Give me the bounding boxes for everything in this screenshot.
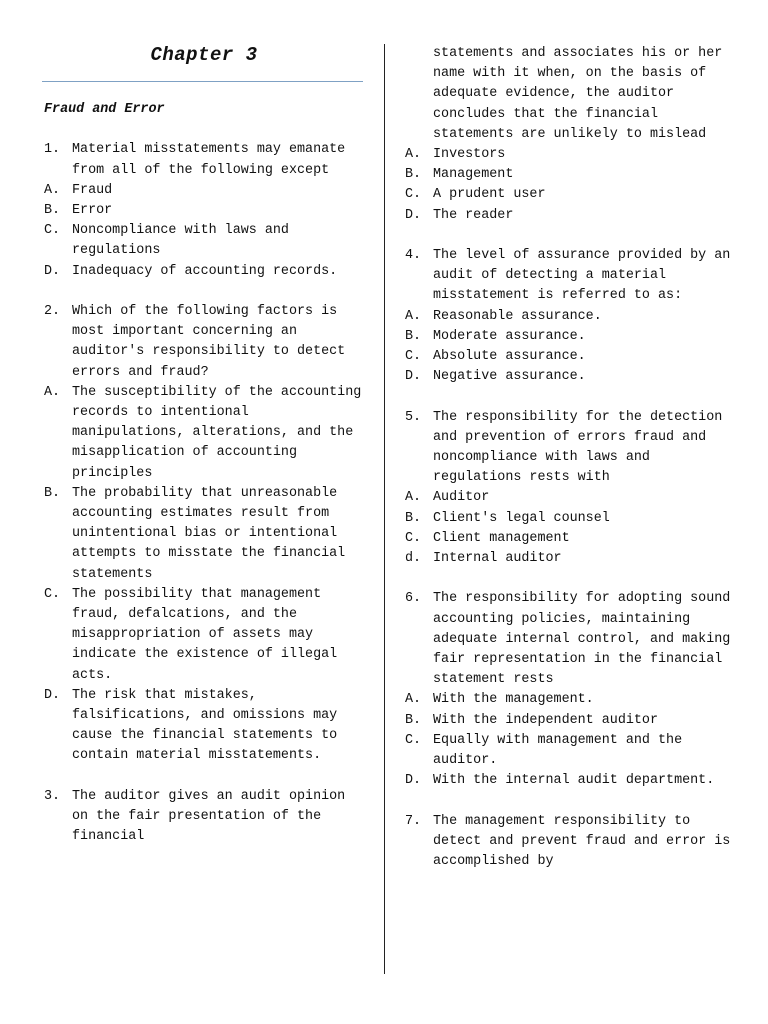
option-text: Client management (433, 530, 570, 546)
option-text: Client's legal counsel (433, 510, 610, 526)
option-text: With the internal audit department. (433, 773, 715, 789)
question-7 (405, 812, 735, 873)
answer-option (405, 185, 735, 205)
option-text: The susceptibility of the accounting records to intentional manipulations, alterations, and the misapplication of accounting principles (72, 384, 362, 481)
answer-option (405, 307, 735, 327)
answer-option (44, 484, 366, 585)
option-letter: A. (405, 692, 422, 708)
option-letter: C. (405, 349, 422, 365)
option-text: A prudent user (433, 187, 546, 203)
question-2 (44, 302, 366, 767)
option-letter: B. (405, 712, 422, 728)
question-text: The responsibility for the detection and prevention of errors fraud and noncompliance with laws and regulations rests with (433, 409, 723, 486)
option-text: The risk that mistakes, falsifications, and omissions may cause the financial statements to contain material misstatements. (72, 687, 338, 764)
question-text: The auditor gives an audit opinion on the fair presentation of the financial (72, 788, 346, 845)
question-6 (405, 589, 735, 791)
option-text: Moderate assurance. (433, 328, 586, 344)
option-text: Fraud (72, 182, 113, 198)
option-text: Error (72, 203, 113, 218)
option-text: Negative assurance. (433, 369, 586, 385)
option-letter: B. (44, 485, 61, 501)
answer-option (405, 145, 735, 165)
option-letter: D. (405, 369, 422, 385)
question-number: 7. (405, 813, 422, 829)
answer-option (405, 711, 735, 731)
option-letter: A. (44, 384, 61, 400)
option-letter: B. (405, 510, 422, 526)
question-number: 6. (405, 591, 422, 607)
column-divider (384, 44, 385, 974)
option-letter: B. (44, 203, 61, 218)
question-text: The management responsibility to detect and prevent fraud and error is accomplished by (433, 813, 731, 870)
option-letter: C. (44, 586, 61, 602)
left-column (44, 100, 366, 847)
question-5 (405, 408, 735, 570)
question-stem (405, 408, 735, 489)
option-letter: D. (405, 207, 422, 223)
answer-option (405, 690, 735, 710)
option-letter: B. (405, 167, 422, 183)
question-stem (405, 812, 735, 873)
option-letter: A. (405, 147, 422, 163)
option-text: Noncompliance with laws and regulations (72, 223, 289, 259)
option-letter: D. (405, 773, 422, 789)
question-stem (405, 589, 735, 690)
option-text: Reasonable assurance. (433, 308, 602, 324)
question-text: The level of assurance provided by an audit of detecting a material misstatement is referred to as: (433, 248, 731, 304)
question-number: 2. (44, 304, 61, 319)
answer-option (44, 686, 366, 767)
option-text: Absolute assurance. (433, 349, 586, 365)
answer-option (44, 383, 366, 484)
answer-option (44, 201, 366, 221)
question-text: Material misstatements may emanate from all of the following except (72, 142, 346, 178)
title-underline (42, 81, 363, 82)
option-letter: D. (44, 687, 61, 703)
option-text: The reader (433, 207, 514, 223)
question-text-continued: statements and associates his or her name with it when, on the basis of adequate evidence, the auditor concludes that the financial statements are unlikely to mislead (433, 46, 723, 142)
option-letter: A. (405, 308, 422, 324)
option-text: Internal auditor (433, 551, 562, 567)
right-column (405, 44, 735, 872)
chapter-title: Chapter 3 (150, 44, 258, 66)
option-letter: C. (405, 187, 422, 203)
answer-option (405, 347, 735, 367)
option-text: With the independent auditor (433, 712, 658, 728)
answer-option (44, 181, 366, 201)
answer-option (405, 367, 735, 387)
option-text: Equally with management and the auditor. (433, 732, 683, 769)
question-3-continued (405, 44, 735, 226)
answer-option (405, 488, 735, 508)
option-text: The probability that unreasonable accounting estimates result from unintentional bias or intentional attempts to misstate the financial statements (72, 485, 346, 582)
question-number: 1. (44, 142, 61, 158)
answer-option (405, 771, 735, 791)
question-stem (44, 787, 366, 848)
question-stem (44, 140, 366, 180)
answer-option (405, 731, 735, 771)
question-text: The responsibility for adopting sound accounting policies, maintaining adequate internal control, and making fair representation in the financial statement rests (433, 591, 731, 688)
question-stem (405, 246, 735, 307)
question-text: Which of the following factors is most important concerning an auditor's responsibility to detect errors and fraud? (72, 304, 346, 380)
question-4 (405, 246, 735, 387)
answer-option (405, 327, 735, 347)
option-letter: A. (405, 490, 422, 506)
answer-option (405, 509, 735, 529)
option-text: Investors (433, 147, 506, 163)
option-text: Auditor (433, 490, 490, 506)
question-1 (44, 140, 366, 281)
option-text: Management (433, 167, 514, 183)
option-text: With the management. (433, 692, 594, 708)
option-text: Inadequacy of accounting records. (72, 263, 338, 279)
option-letter: C. (405, 732, 422, 748)
answer-option (405, 165, 735, 185)
option-letter: A. (44, 182, 61, 198)
answer-option (405, 206, 735, 226)
answer-option (405, 529, 735, 549)
answer-option (44, 221, 366, 261)
option-text: The possibility that management fraud, defalcations, and the misappropriation of assets may indicate the existence of illegal acts. (72, 586, 338, 683)
question-number: 3. (44, 788, 61, 804)
answer-option (44, 262, 366, 282)
question-3 (44, 787, 366, 848)
option-letter: C. (44, 223, 61, 239)
option-letter: B. (405, 328, 422, 344)
answer-option (405, 549, 735, 569)
option-letter: d. (405, 551, 422, 567)
option-letter: C. (405, 530, 422, 546)
section-heading: Fraud and Error (44, 102, 165, 117)
answer-option (44, 585, 366, 686)
question-number: 4. (405, 248, 422, 264)
question-number: 5. (405, 409, 422, 425)
option-letter: D. (44, 263, 61, 279)
question-stem (44, 302, 366, 383)
